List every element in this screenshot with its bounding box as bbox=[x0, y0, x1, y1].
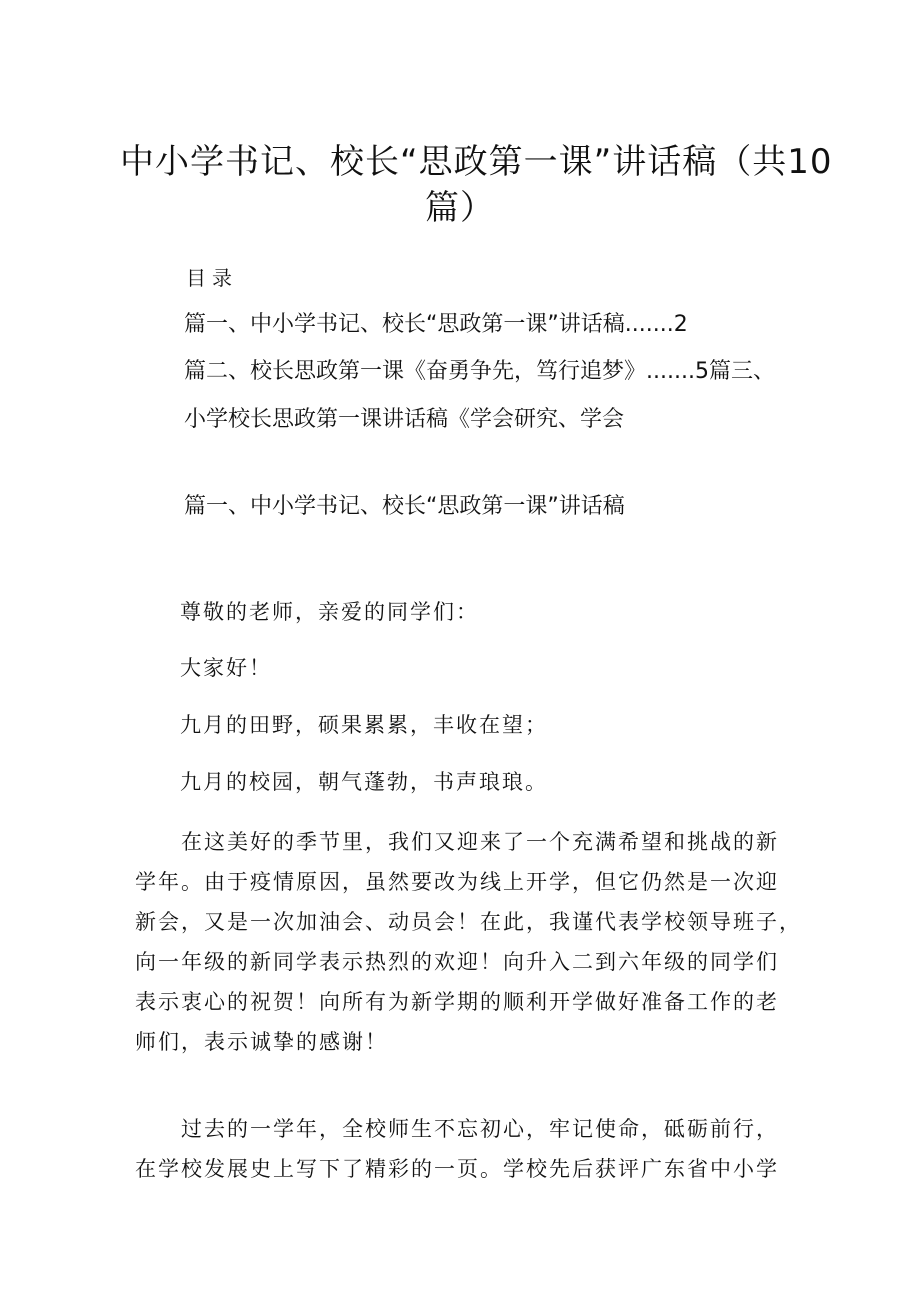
document-title-line-1: 中小学书记、校长“思政第一课”讲话稿（共10 bbox=[120, 142, 833, 182]
paragraph-line: 表示衷心的祝贺！向所有为新学期的顺利开学做好准备工作的老 bbox=[135, 990, 779, 1014]
toc-entry-2[interactable]: 篇二、校长思政第一课《奋勇争先，笃行追梦》.......5篇三、 bbox=[184, 359, 775, 384]
paragraph-line: 向一年级的新同学表示热烈的欢迎！向升入二到六年级的同学们 bbox=[135, 950, 779, 974]
body-paragraph-2 bbox=[135, 1109, 795, 1189]
paragraph-line: 新会，又是一次加油会、动员会！在此，我谨代表学校领导班子， bbox=[135, 910, 802, 934]
greeting-line: 尊敬的老师，亲爱的同学们： bbox=[180, 600, 479, 624]
section-heading: 篇一、中小学书记、校长“思政第一课”讲话稿 bbox=[184, 494, 625, 519]
toc-entry-3[interactable]: 小学校长思政第一课讲话稿《学会研究、学会 bbox=[184, 407, 625, 432]
toc-heading: 目录 bbox=[186, 266, 238, 290]
toc-entry-1[interactable]: 篇一、中小学书记、校长“思政第一课”讲话稿.......2 bbox=[184, 312, 688, 337]
document-title-line-2: 篇） bbox=[425, 188, 495, 228]
paragraph-line: 过去的一学年，全校师生不忘初心，牢记使命，砥砺前行， bbox=[181, 1117, 779, 1141]
paragraph-line: 在这美好的季节里，我们又迎来了一个充满希望和挑战的新 bbox=[181, 830, 779, 854]
hello-line: 大家好！ bbox=[180, 656, 272, 680]
poem-line-2: 九月的校园，朝气蓬勃，书声琅琅。 bbox=[180, 770, 548, 794]
poem-line-1: 九月的田野，硕果累累，丰收在望； bbox=[180, 713, 548, 737]
body-paragraph-1 bbox=[135, 822, 802, 1062]
paragraph-line: 师们，表示诚挚的感谢！ bbox=[135, 1030, 388, 1054]
paragraph-line: 学年。由于疫情原因，虽然要改为线上开学，但它仍然是一次迎 bbox=[135, 870, 779, 894]
paragraph-line: 在学校发展史上写下了精彩的一页。学校先后获评广东省中小学 bbox=[135, 1157, 779, 1181]
